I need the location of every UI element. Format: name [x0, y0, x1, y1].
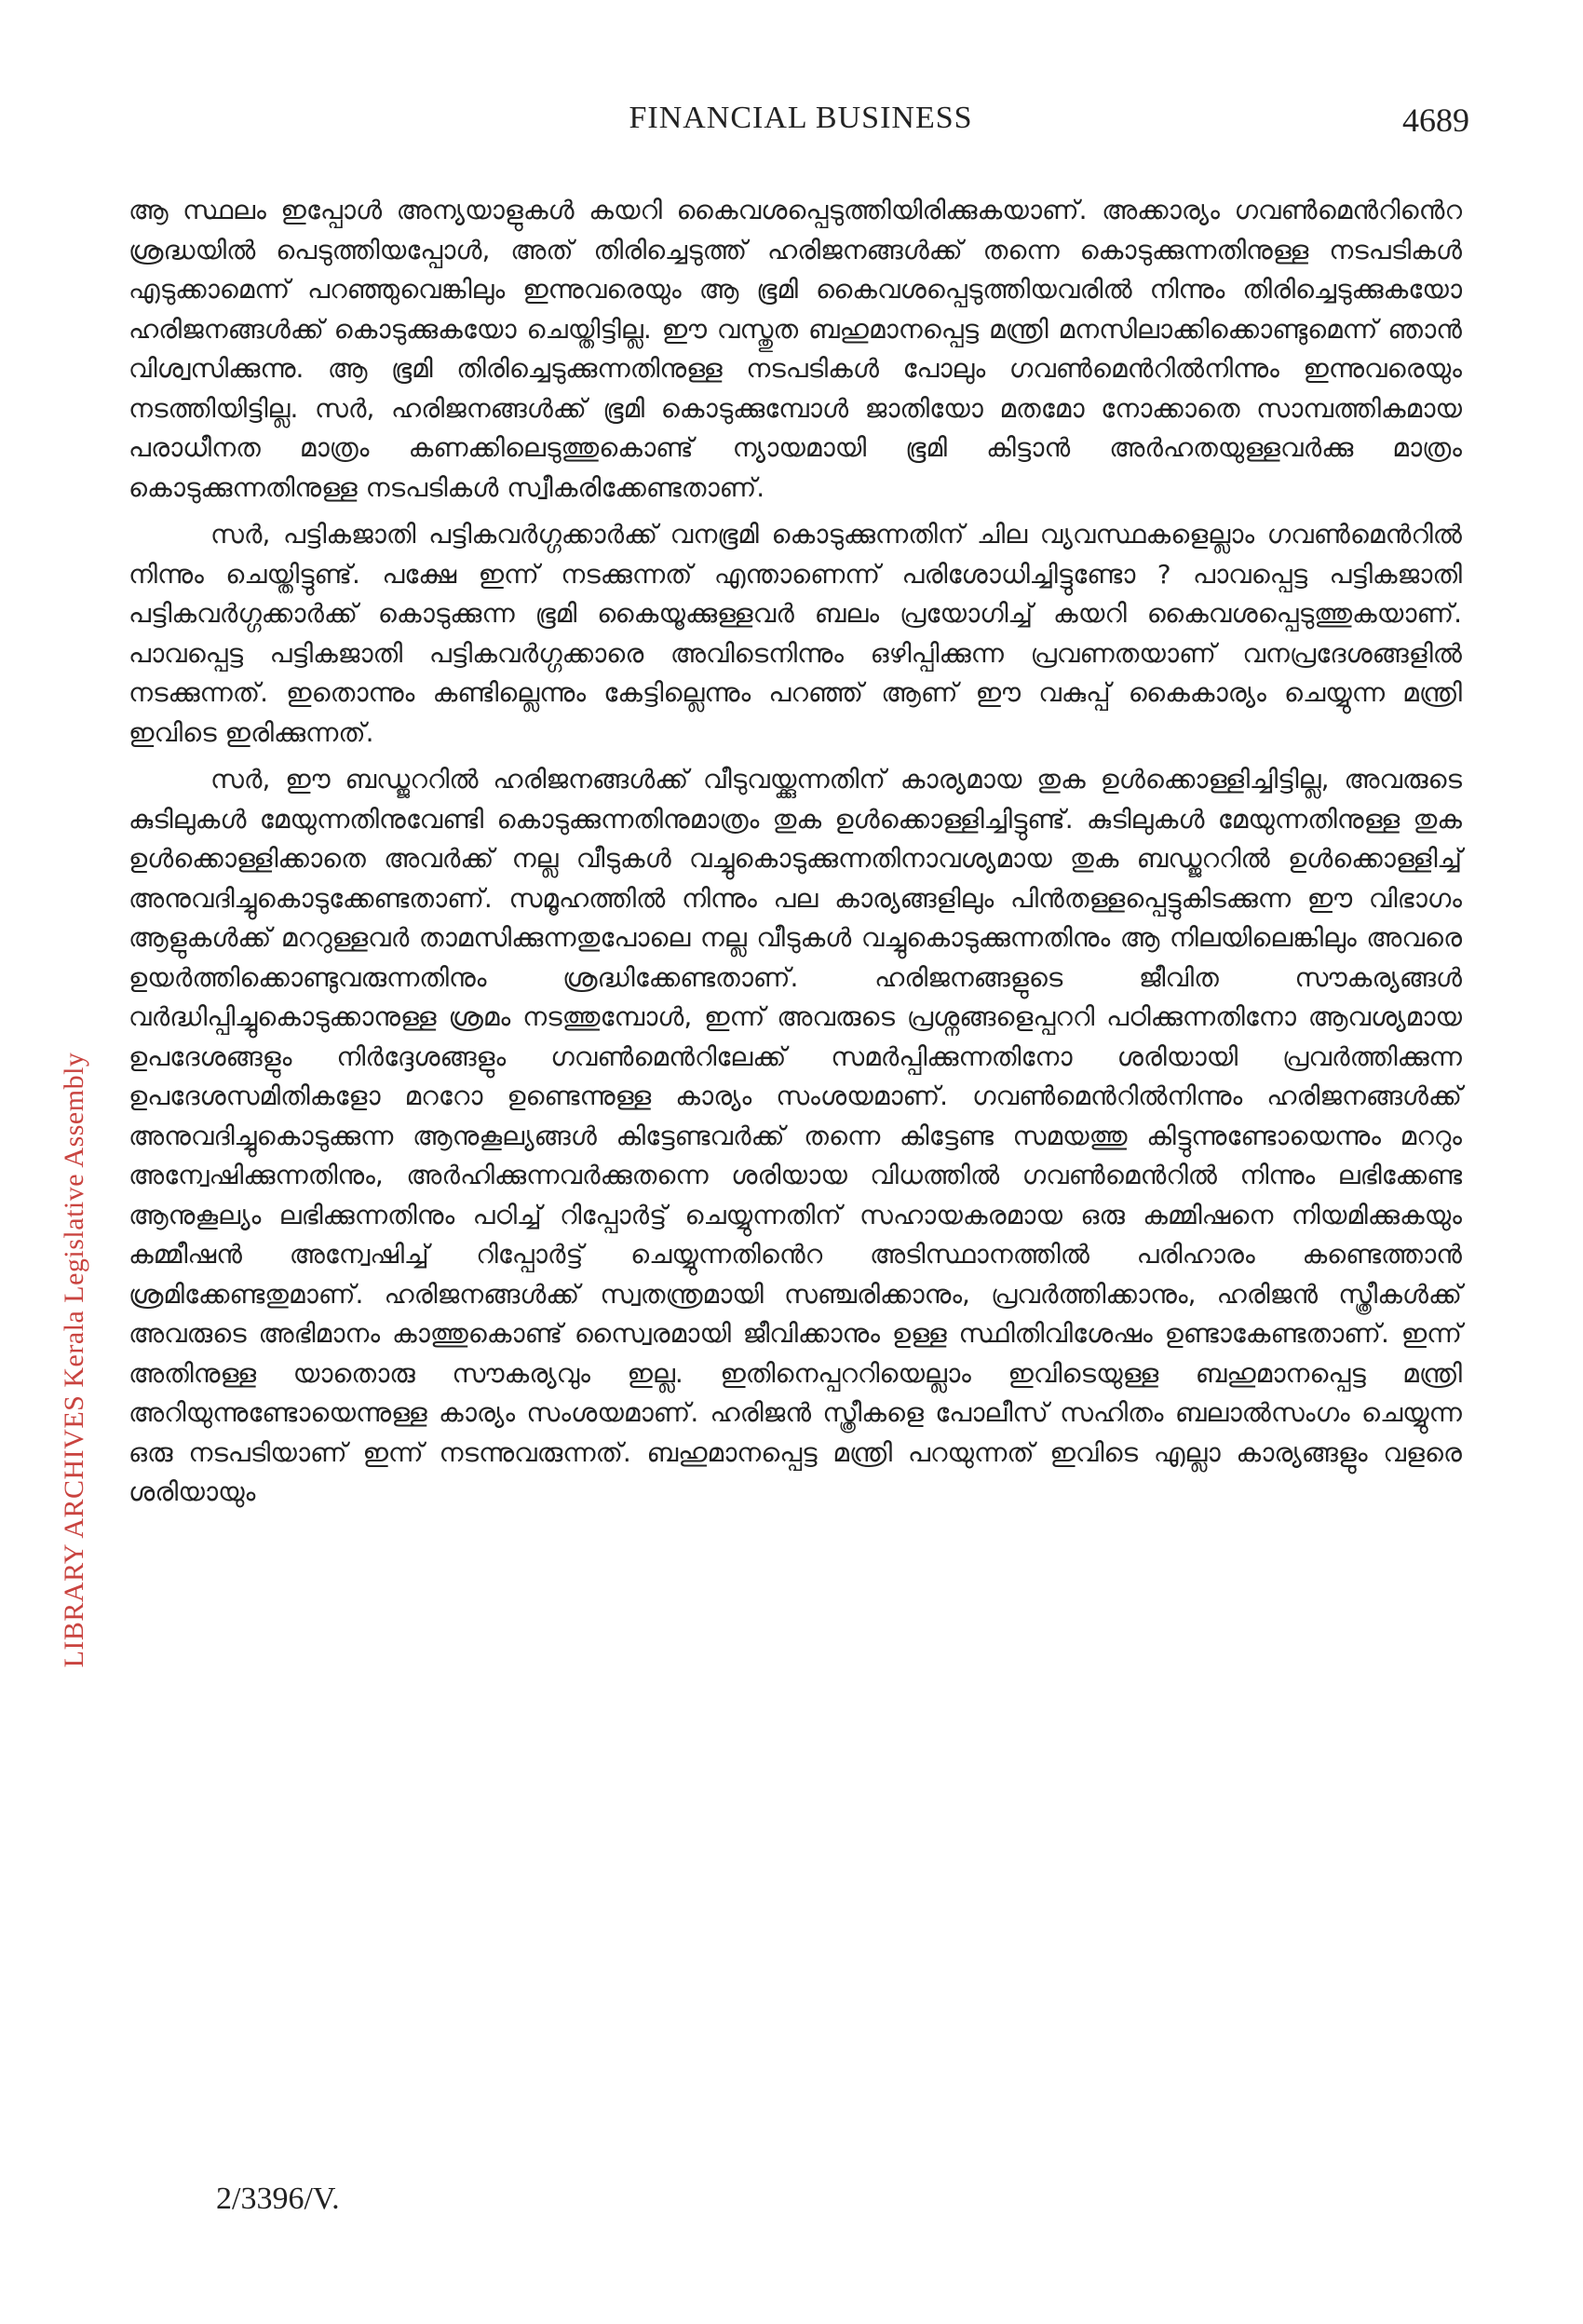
paragraph-2: സർ, പട്ടികജാതി പട്ടികവർഗ്ഗക്കാർക്ക് വനഭൂമി കൊടുക്കുന്നതിന് ചില വ്യവസ്ഥകളെല്ലാം ഗവൺമെൻറിൽ നിന്നും ചെയ്തിട്ടുണ്ട്. പക്ഷേ ഇന്ന് നടക്കുന്നത് എന്താണെന്ന് പരിശോധിച്ചിട്ടുണ്ടോ ? പാവപ്പെട്ട പട്ടികജാതി പട്ടികവർഗ്ഗക്കാർക്ക് കൊടുക്കുന്ന ഭൂമി കൈയൂക്കുള്ളവർ ബലം പ്രയോഗിച്ച് കയറി കൈവശപ്പെടുത്തുകയാണ്. പാവപ്പെട്ട പട്ടികജാതി പട്ടികവർഗ്ഗക്കാരെ അവിടെനിന്നും ഒഴിപ്പിക്കുന്ന പ്രവണതയാണ് വനപ്രദേശങ്ങളിൽ നടക്കുന്നത്. ഇതൊന്നും കണ്ടില്ലെന്നും കേട്ടില്ലെന്നും പറഞ്ഞ് ആണ് ഈ വകുപ്പ് കൈകാര്യം ചെയ്യുന്ന മന്ത്രി ഇവിടെ ഇരിക്കുന്നത്.: [129, 519, 1462, 748]
paragraph-3: സർ, ഈ ബഡ്ജററിൽ ഹരിജനങ്ങൾക്ക് വീടുവയ്ക്കുന്നതിന് കാര്യമായ തുക ഉൾക്കൊള്ളിച്ചിട്ടില്ല, അവരുടെ കുടിലുകൾ മേയുന്നതിനുവേണ്ടി കൊടുക്കുന്നതിനുമാത്രം തുക ഉൾക്കൊള്ളിച്ചിട്ടുണ്ട്. കുടിലുകൾ മേയുന്നതിനുള്ള തുക ഉൾക്കൊള്ളിക്കാതെ അവർക്ക് നല്ല വീടുകൾ വച്ചുകൊടുക്കുന്നതിനാവശ്യമായ തുക ബഡ്ജററിൽ ഉൾക്കൊള്ളിച്ച് അനുവദിച്ചുകൊടുക്കേണ്ടതാണ്. സമൂഹത്തിൽ നിന്നും പല കാര്യങ്ങളിലും പിൻതള്ളപ്പെട്ടുകിടക്കുന്ന ഈ വിഭാഗം ആളുകൾക്ക് മററുള്ളവർ താമസിക്കുന്നതുപോലെ നല്ല വീടുകൾ വച്ചുകൊടുക്കുന്നതിനും ആ നിലയിലെങ്കിലും അവരെ ഉയർത്തിക്കൊണ്ടുവരുന്നതിനും ശ്രദ്ധിക്കേണ്ടതാണ്. ഹരിജനങ്ങളുടെ ജീവിത സൗകര്യങ്ങൾ വർദ്ധിപ്പിച്ചുകൊടുക്കാനുള്ള ശ്രമം നടത്തുമ്പോൾ, ഇന്ന് അവരുടെ പ്രശ്നങ്ങളെപ്പററി പഠിക്കുന്നതിനോ ആവശ്യമായ ഉപദേശങ്ങളും നിർദ്ദേശങ്ങളും ഗവൺമെൻറിലേക്ക് സമർപ്പിക്കുന്നതിനോ ശരിയായി പ്രവർത്തിക്കുന്ന ഉപദേശസമിതികളോ മററോ ഉണ്ടെന്നുള്ള കാര്യം സംശയമാണ്. ഗവൺമെൻറിൽനിന്നും ഹരിജനങ്ങൾക്ക് അനുവദിച്ചുകൊടുക്കുന്ന ആനുകൂല്യങ്ങൾ കിട്ടേണ്ടവർക്ക് തന്നെ കിട്ടേണ്ട സമയത്തു കിട്ടുന്നുണ്ടോയെന്നും മററും അന്വേഷിക്കുന്നതിനും, അർഹിക്കുന്നവർക്കുതന്നെ ശരിയായ വിധത്തിൽ ഗവൺമെൻറിൽ നിന്നും ലഭിക്കേണ്ട ആനുകൂല്യം ലഭിക്കുന്നതിനും പഠിച്ച് റിപ്പോർട്ട് ചെയ്യുന്നതിന് സഹായകരമായ ഒരു കമ്മിഷനെ നിയമിക്കുകയും കമ്മീഷൻ അന്വേഷിച്ച് റിപ്പോർട്ട് ചെയ്യുന്നതിൻെറ അടിസ്ഥാനത്തിൽ പരിഹാരം കണ്ടെത്താൻ ശ്രമിക്കേണ്ടതുമാണ്. ഹരിജനങ്ങൾക്ക് സ്വതന്ത്രമായി സഞ്ചരിക്കാനും, പ്രവർത്തിക്കാനും, ഹരിജൻ സ്ത്രീകൾക്ക് അവരുടെ അഭിമാനം കാത്തുകൊണ്ട് സ്വൈരമായി ജീവിക്കാനും ഉള്ള സ്ഥിതിവിശേഷം ഉണ്ടാകേണ്ടതാണ്. ഇന്ന് അതിനുള്ള യാതൊരു സൗകര്യവും ഇല്ല. ഇതിനെപ്പററിയെല്ലാം ഇവിടെയുള്ള ബഹുമാനപ്പെട്ട മന്ത്രി അറിയുന്നുണ്ടോയെന്നുള്ള കാര്യം സംശയമാണ്. ഹരിജൻ സ്ത്രീകളെ പോലീസ് സഹിതം ബലാൽസംഗം ചെയ്യുന്ന ഒരു നടപടിയാണ് ഇന്ന് നടന്നുവരുന്നത്. ബഹുമാനപ്പെട്ട മന്ത്രി പറയുന്നത് ഇവിടെ എല്ലാ കാര്യങ്ങളും വളരെ ശരിയായും: [129, 764, 1462, 1507]
running-title: FINANCIAL BUSINESS: [629, 101, 973, 135]
paragraph-1: ആ സ്ഥലം ഇപ്പോൾ അന്യയാളുകൾ കയറി കൈവശപ്പെടുത്തിയിരിക്കുകയാണ്. അക്കാര്യം ഗവൺമെൻറിൻെറ ശ്രദ്ധയിൽ പെടുത്തിയപ്പോൾ, അത് തിരിച്ചെടുത്ത് ഹരിജനങ്ങൾക്ക് തന്നെ കൊടുക്കുന്നതിനുള്ള നടപടികൾ എടുക്കാമെന്ന് പറഞ്ഞുവെങ്കിലും ഇന്നുവരെയും ആ ഭൂമി കൈവശപ്പെടുത്തിയവരിൽ നിന്നും തിരിച്ചെടുക്കുകയോ ഹരിജനങ്ങൾക്ക് കൊടുക്കുകയോ ചെയ്തിട്ടില്ല. ഈ വസ്തുത ബഹുമാനപ്പെട്ട മന്ത്രി മനസിലാക്കിക്കൊണ്ടുമെന്ന് ഞാൻ വിശ്വസിക്കുന്നു. ആ ഭൂമി തിരിച്ചെടുക്കുന്നതിനുള്ള നടപടികൾ പോലും ഗവൺമെൻറിൽനിന്നും ഇന്നുവരെയും നടത്തിയിട്ടില്ല. സർ, ഹരിജനങ്ങൾക്ക് ഭൂമി കൊടുക്കുമ്പോൾ ജാതിയോ മതമോ നോക്കാതെ സാമ്പത്തികമായ പരാധീനത മാത്രം കണക്കിലെടുത്തുകൊണ്ട് ന്യായമായി ഭൂമി കിട്ടാൻ അർഹതയുള്ളവർക്കു മാത്രം കൊടുക്കുന്നതിനുള്ള നടപടികൾ സ്വീകരിക്കേണ്ടതാണ്.: [129, 195, 1462, 503]
archive-watermark-text: LIBRARY ARCHIVES Kerala Legislative Assembly: [59, 1052, 89, 1668]
page-header: [130, 101, 1471, 147]
body-text: [129, 191, 1462, 1520]
document-code: 2/3396/V.: [216, 2181, 340, 2216]
page-number: 4689: [1402, 102, 1469, 139]
archive-watermark: [47, 764, 102, 1956]
